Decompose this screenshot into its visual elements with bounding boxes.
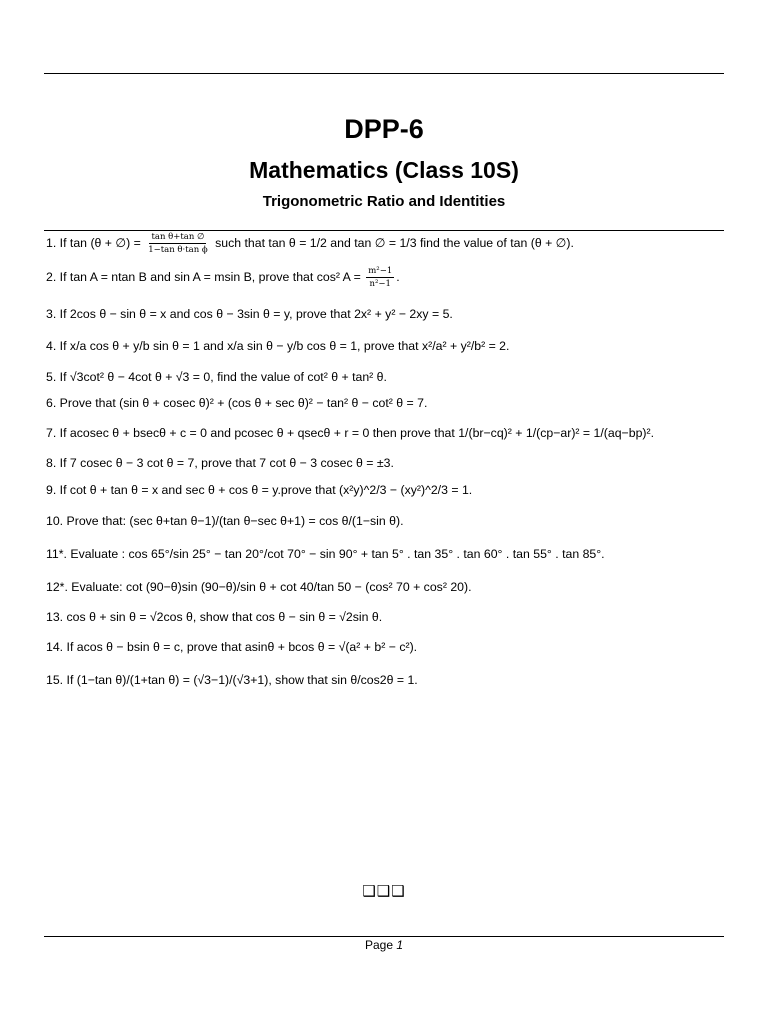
question-4 [46,335,509,357]
question-number: 3. [46,307,57,321]
topic-heading: Trigonometric Ratio and Identities [262,193,506,210]
question-number: 1. [46,236,57,250]
question-text: If cot θ + tan θ = x and sec θ + cos θ = y.prove that (x²y)^2/3 − (xy²)^2/3 = 1. [56,483,473,497]
question-number: 10. [46,514,64,528]
question-number: 9. [46,483,57,497]
question-1 [46,232,574,254]
question-number: 11*. [46,547,67,561]
question-text: If (1−tan θ)/(1+tan θ) = (√3−1)/(√3+1), show that sin θ/cos2θ = 1. [63,673,418,687]
question-text: Evaluate: cot (90−θ)sin (90−θ)/sin θ + cot 40/tan 50 − (cos² 70 + cos² 20). [67,580,472,594]
footer-rule [44,936,724,937]
question-5 [46,366,387,388]
question-text: Evaluate : cos 65°/sin 25° − tan 20°/cot 70° − sin 90° + tan 5° . tan 35° . tan 60° . tan 55° . tan 85°. [66,547,605,561]
fraction-numerator: m²−1 [368,266,393,277]
fraction-numerator: tan θ+tan ∅ [151,232,205,243]
question-10 [46,510,404,532]
question-12 [46,576,472,598]
question-text-continued: such that tan θ = 1/2 and tan ∅ = 1/3 find the value of tan (θ + ∅). [211,236,574,250]
question-text: If tan A = ntan B and sin A = msin B, prove that cos² A = [56,270,365,284]
question-text: If x/a cos θ + y/b sin θ = 1 and x/a sin θ − y/b cos θ = 1, prove that x²/a² + y²/b² = 2. [56,339,510,353]
question-text: If √3cot² θ − 4cot θ + √3 = 0, find the value of cot² θ + tan² θ. [56,370,387,384]
top-rule [44,73,724,74]
question-number: 15. [46,673,64,687]
question-text: Prove that (sin θ + cosec θ)² + (cos θ + sec θ)² − tan² θ − cot² θ = 7. [56,396,428,410]
question-number: 12*. [46,580,68,594]
title-rule [44,230,724,231]
question-number: 5. [46,370,57,384]
question-text: Prove that: (sec θ+tan θ−1)/(tan θ−sec θ+1) = cos θ/(1−sin θ). [63,514,404,528]
question-text: If 7 cosec θ − 3 cot θ = 7, prove that 7 cot θ − 3 cosec θ = ±3. [56,456,394,470]
question-9 [46,479,472,501]
page-number: 1 [396,938,404,952]
fraction [146,232,209,255]
question-text: cos θ + sin θ = √2cos θ, show that cos θ − sin θ = √2sin θ. [63,610,383,624]
page-title: DPP-6 [344,114,424,144]
fraction-denominator: n²−1 [369,279,391,290]
question-number: 2. [46,270,57,284]
fraction [366,266,394,289]
question-13 [46,606,382,628]
question-number: 7. [46,426,57,440]
end-of-section-ornament: ❑❑❑ [362,882,406,900]
question-2 [46,266,400,288]
question-8 [46,452,394,474]
question-number: 13. [46,610,64,624]
question-number: 14. [46,640,64,654]
question-text-continued: . [396,270,400,284]
question-text: If tan (θ + ∅) = [56,236,145,250]
subject-heading: Mathematics (Class 10S) [249,157,519,183]
question-number: 6. [46,396,57,410]
question-11 [46,543,605,565]
question-15 [46,669,418,691]
question-14 [46,636,417,658]
page-footer [0,938,768,952]
fraction-denominator: 1−tan θ·tan ϕ [148,245,208,256]
question-text: If acos θ − bsin θ = c, prove that asinθ + bcos θ = √(a² + b² − c²). [63,640,418,654]
question-number: 4. [46,339,57,353]
question-text: If acosec θ + bsecθ + c = 0 and pcosec θ + qsecθ + r = 0 then prove that 1/(br−cq)² + 1/(cp−ar)² = 1/(aq−bp)². [56,426,655,440]
question-6 [46,392,427,414]
page-label: Page [364,938,397,952]
question-7 [46,422,654,444]
question-3 [46,303,453,325]
question-number: 8. [46,456,57,470]
question-text: If 2cos θ − sin θ = x and cos θ − 3sin θ = y, prove that 2x² + y² − 2xy = 5. [56,307,453,321]
